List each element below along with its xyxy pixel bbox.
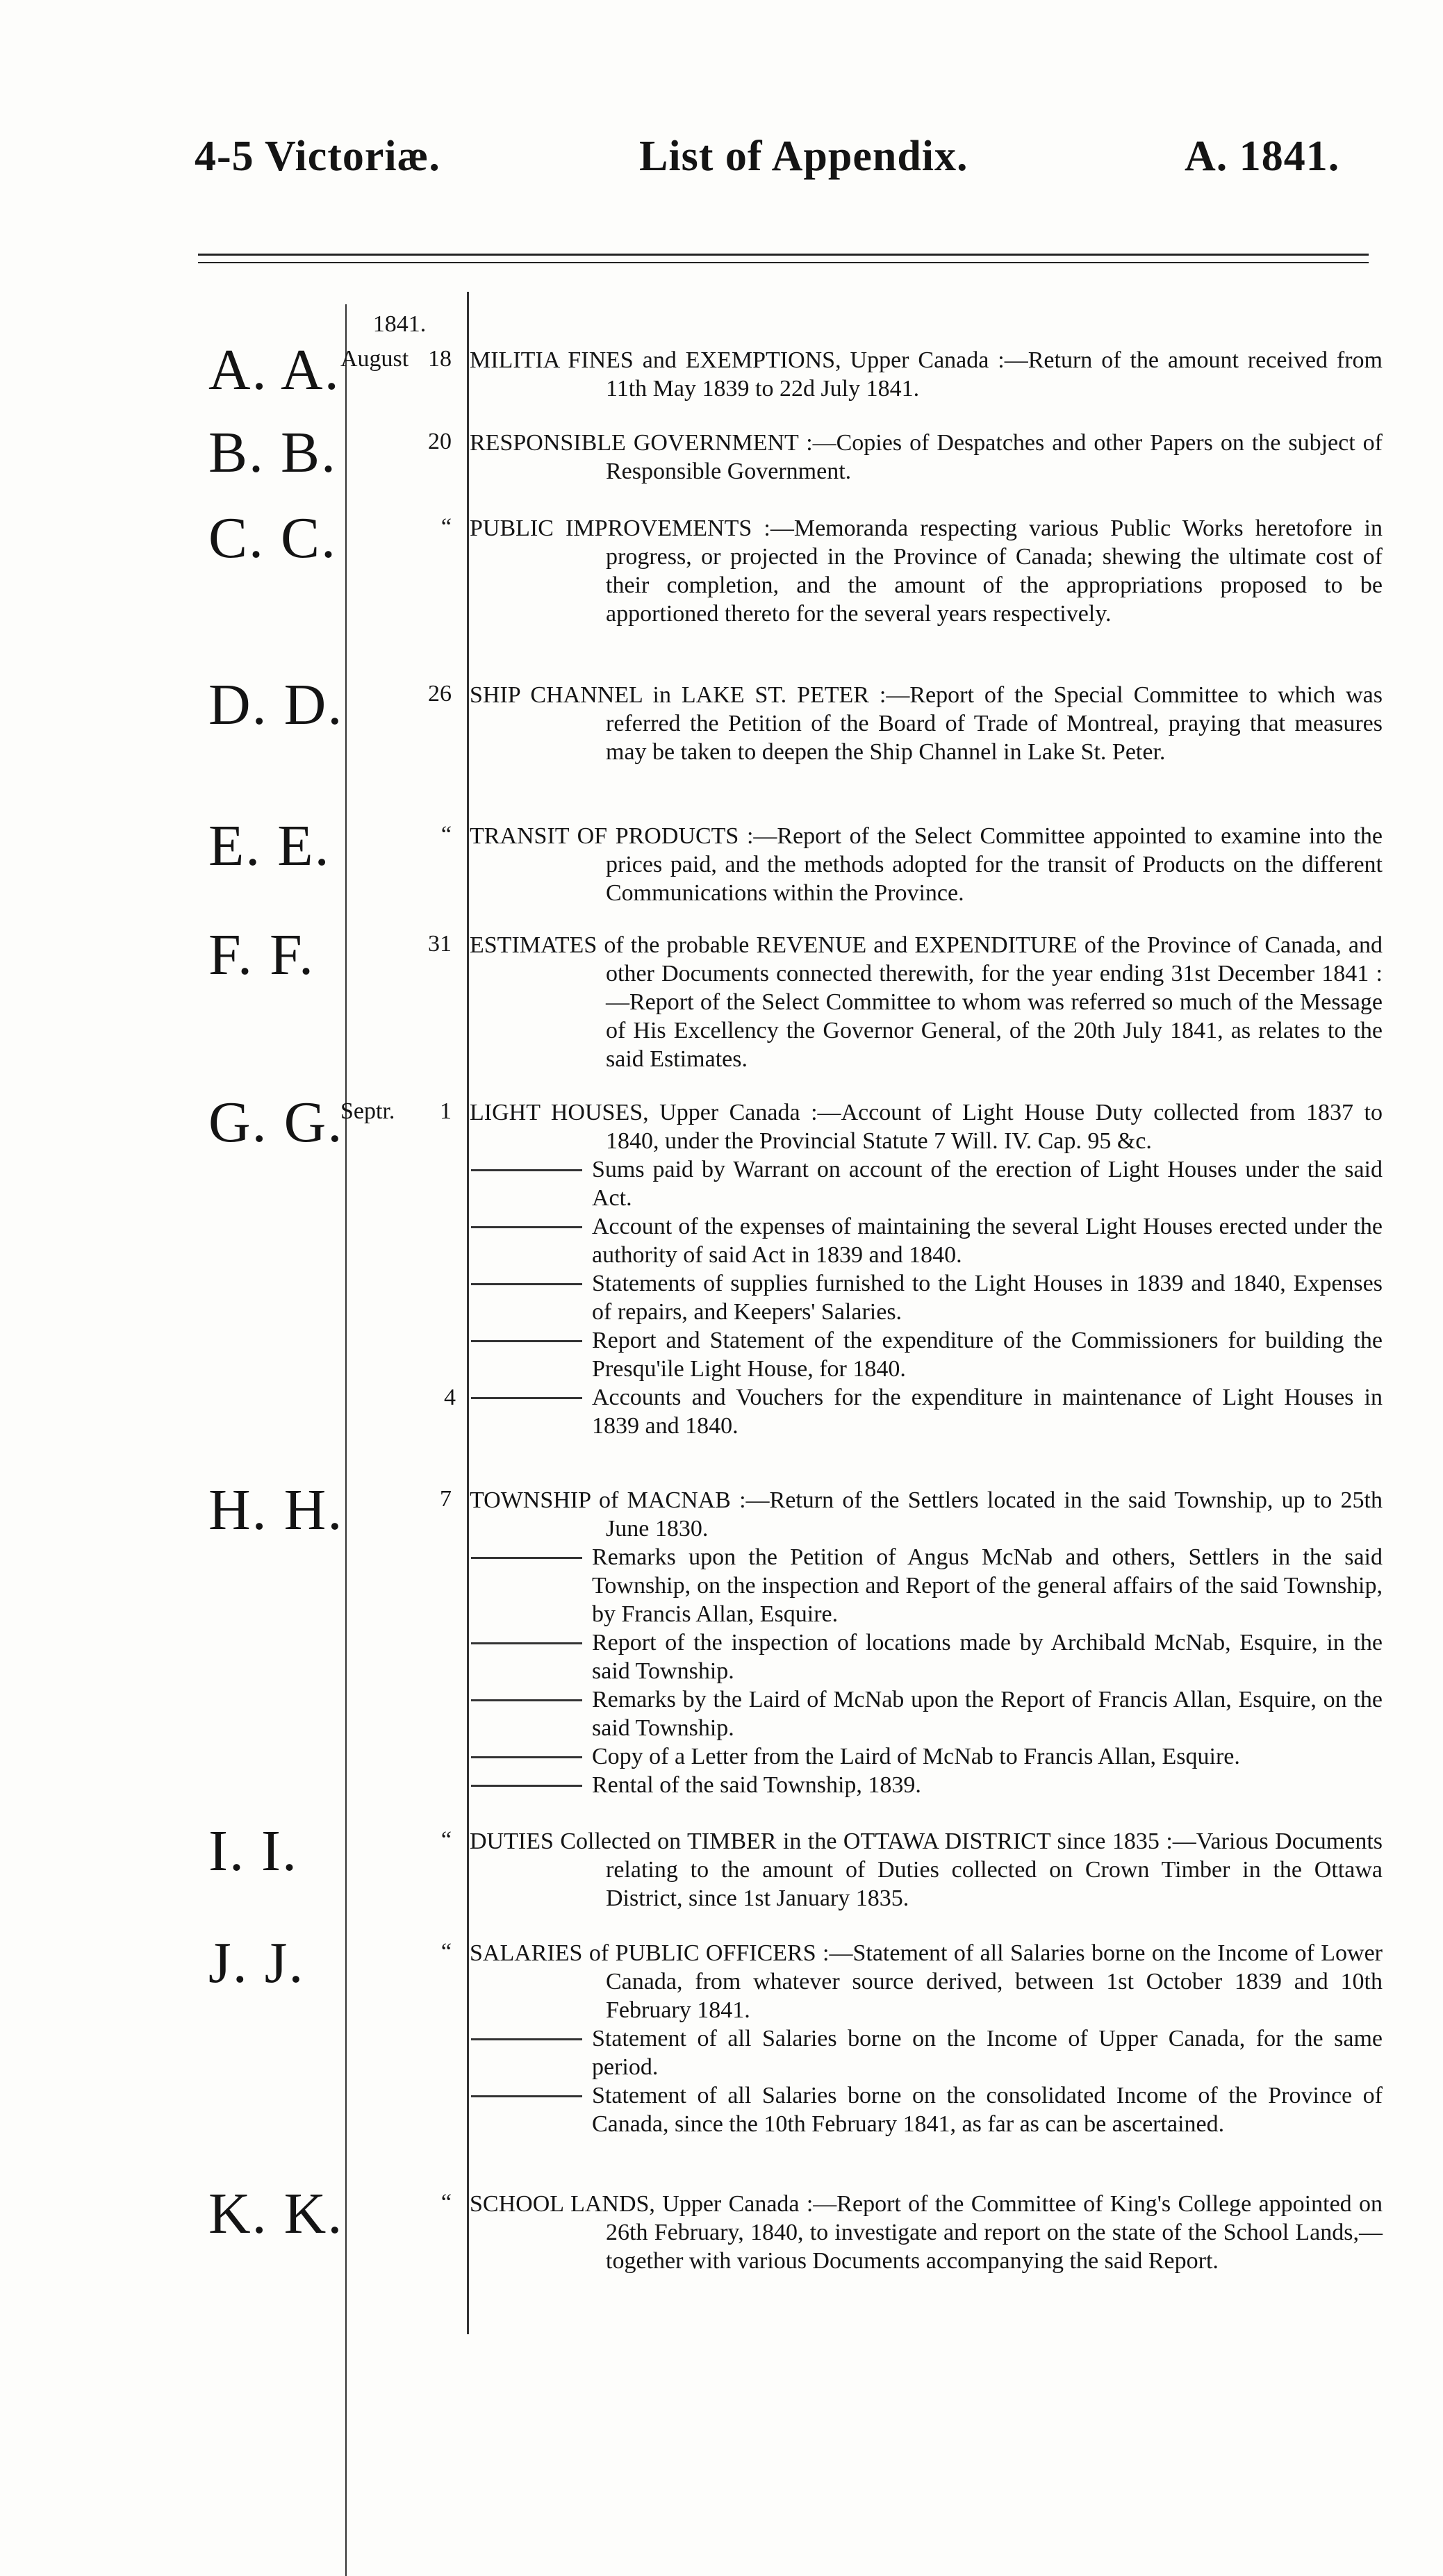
entry-day: 18 <box>428 346 452 372</box>
header-rule <box>198 254 1369 256</box>
sub-item-text: Rental of the said Township, 1839. <box>592 1772 921 1798</box>
entry-day: “ <box>440 1939 452 1965</box>
ditto-dash <box>471 1340 582 1342</box>
ditto-dash <box>471 2038 582 2040</box>
appendix-letter: C. C. <box>208 506 338 570</box>
sub-item-text: Account of the expenses of maintaining the several Light Houses erected under the authority of said Act in 1839 and 1840. <box>592 1214 1383 1268</box>
year-label: 1841. <box>372 311 427 337</box>
header-title: List of Appendix. <box>639 133 968 180</box>
page-header <box>0 132 1443 195</box>
description-column-rule <box>467 292 469 2334</box>
header-series: A. 1841. <box>1185 133 1340 180</box>
entry-day: 7 <box>440 1486 452 1512</box>
ditto-dash <box>471 1169 582 1171</box>
sub-item-text: Statement of all Salaries borne on the Income of Upper Canada, for the same period. <box>592 2026 1383 2080</box>
entry-day: “ <box>440 2190 452 2215</box>
appendix-letter: D. D. <box>208 672 344 737</box>
sub-item-text: Report of the inspection of locations made by Archibald McNab, Esquire, in the said Township. <box>592 1630 1383 1684</box>
ditto-dash <box>471 1226 582 1228</box>
appendix-letter: A. A. <box>208 338 340 402</box>
entry-description: ESTIMATES of the probable REVENUE and EXPENDITURE of the Province of Canada, and other Documents connected therewith, for the year ending 31st December 1841 :—Report of the Select Committee to whom was referred so much of the Message of His Excellency the Governor General, of the 20th July 1841, as relates to the said Estimates. <box>470 932 1383 1072</box>
ditto-dash <box>471 2095 582 2097</box>
sub-item-text: Report and Statement of the expenditure of the Commissioners for building the Presqu'ile Light House, for 1840. <box>592 1328 1383 1382</box>
sub-item-text: Statements of supplies furnished to the Light Houses in 1839 and 1840, Expenses of repairs, and Keepers' Salaries. <box>592 1271 1383 1325</box>
sub-item-text: Remarks upon the Petition of Angus McNab and others, Settlers in the said Township, on the inspection and Report of the general affairs of the said Township, by Francis Allan, Esquire. <box>592 1544 1383 1627</box>
ditto-dash <box>471 1699 582 1701</box>
entry-description: RESPONSIBLE GOVERNMENT :—Copies of Despatches and other Papers on the subject of Responsible Government. <box>470 430 1383 484</box>
entry-day: 20 <box>428 429 452 454</box>
entry-description: TOWNSHIP of MACNAB :—Return of the Settlers located in the said Township, up to 25th June 1830. <box>470 1487 1383 1542</box>
ditto-dash <box>471 1557 582 1559</box>
sub-item-text: Accounts and Vouchers for the expenditure in maintenance of Light Houses in 1839 and 1840. <box>592 1385 1383 1439</box>
sub-item <box>470 1326 1383 1383</box>
sub-item <box>470 1742 1383 1771</box>
entry-description: LIGHT HOUSES, Upper Canada :—Account of Light House Duty collected from 1837 to 1840, under the Provincial Statute 7 Will. IV. Cap. 95 &c. <box>470 1100 1383 1154</box>
sub-item <box>470 1685 1383 1742</box>
entry-description: TRANSIT OF PRODUCTS :—Report of the Select Committee appointed to examine into the prices paid, and the methods adopted for the transit of Products on the different Communications within the Province. <box>470 823 1383 906</box>
ditto-dash <box>471 1283 582 1285</box>
ditto-dash <box>471 1397 582 1399</box>
sub-item <box>470 1628 1383 1685</box>
appendix-letter: E. E. <box>208 814 331 878</box>
entry-month: Septr. <box>340 1098 395 1124</box>
appendix-letter: H. H. <box>208 1478 344 1542</box>
entry-description: MILITIA FINES and EXEMPTIONS, Upper Canada :—Return of the amount received from 11th May 1839 to 22d July 1841. <box>470 347 1383 402</box>
appendix-letter: I. I. <box>208 1819 298 1883</box>
entry-day: “ <box>440 514 452 540</box>
sub-item <box>470 1212 1383 1269</box>
header-session: 4-5 Victoriæ. <box>195 133 440 180</box>
ditto-dash <box>471 1756 582 1758</box>
sub-item <box>470 2024 1383 2081</box>
sub-item <box>470 1269 1383 1326</box>
sub-item <box>470 1543 1383 1628</box>
appendix-letter: B. B. <box>208 420 338 485</box>
sub-item-text: Remarks by the Laird of McNab upon the Report of Francis Allan, Esquire, on the said Township. <box>592 1687 1383 1741</box>
entry-day: “ <box>440 1827 452 1853</box>
entry-day: 1 <box>440 1098 452 1124</box>
sub-item <box>470 2081 1383 2138</box>
sub-item <box>444 1383 1383 1440</box>
entry-description: SALARIES of PUBLIC OFFICERS :—Statement of all Salaries borne on the Income of Lower Canada, from whatever source derived, between 1st October 1839 and 10th February 1841. <box>470 1940 1383 2023</box>
ditto-dash <box>471 1785 582 1787</box>
sub-item-text: Sums paid by Warrant on account of the erection of Light Houses under the said Act. <box>592 1157 1383 1211</box>
entry-description: DUTIES Collected on TIMBER in the OTTAWA DISTRICT since 1835 :—Various Documents relating to the amount of Duties collected on Crown Timber in the Ottawa District, since 1st January 1835. <box>470 1828 1383 1911</box>
appendix-letter: J. J. <box>208 1931 305 1995</box>
appendix-letter: F. F. <box>208 923 315 987</box>
header-rule-double <box>198 262 1369 263</box>
entry-day: 26 <box>428 681 452 707</box>
sub-item-day: 4 <box>444 1385 456 1410</box>
sub-item <box>470 1155 1383 1212</box>
entry-day: “ <box>440 822 452 848</box>
ditto-dash <box>471 1642 582 1644</box>
sub-item <box>470 1771 1383 1799</box>
sub-item-text: Copy of a Letter from the Laird of McNab to Francis Allan, Esquire. <box>592 1744 1240 1769</box>
entry-day: 31 <box>428 931 452 957</box>
entry-description: SCHOOL LANDS, Upper Canada :—Report of the Committee of King's College appointed on 26th February, 1840, to investigate and report on the state of the School Lands,—together with various Documents accompanying the said Report. <box>470 2191 1383 2274</box>
entry-month: August <box>340 346 409 372</box>
date-column-rule <box>345 304 347 2576</box>
appendix-letter: G. G. <box>208 1090 344 1155</box>
sub-item-text: Statement of all Salaries borne on the consolidated Income of the Province of Canada, since the 10th February 1841, as far as can be ascertained. <box>592 2083 1383 2137</box>
entry-description: SHIP CHANNEL in LAKE ST. PETER :—Report of the Special Committee to which was referred the Petition of the Board of Trade of Montreal, praying that measures may be taken to deepen the Ship Channel in Lake St. Peter. <box>470 682 1383 765</box>
entry-description: PUBLIC IMPROVEMENTS :—Memoranda respecting various Public Works heretofore in progress, or projected in the Province of Canada; shewing the ultimate cost of their completion, and the amount of the appropriations proposed to be apportioned thereto for the several years respectively. <box>470 515 1383 627</box>
appendix-letter: K. K. <box>208 2181 344 2246</box>
